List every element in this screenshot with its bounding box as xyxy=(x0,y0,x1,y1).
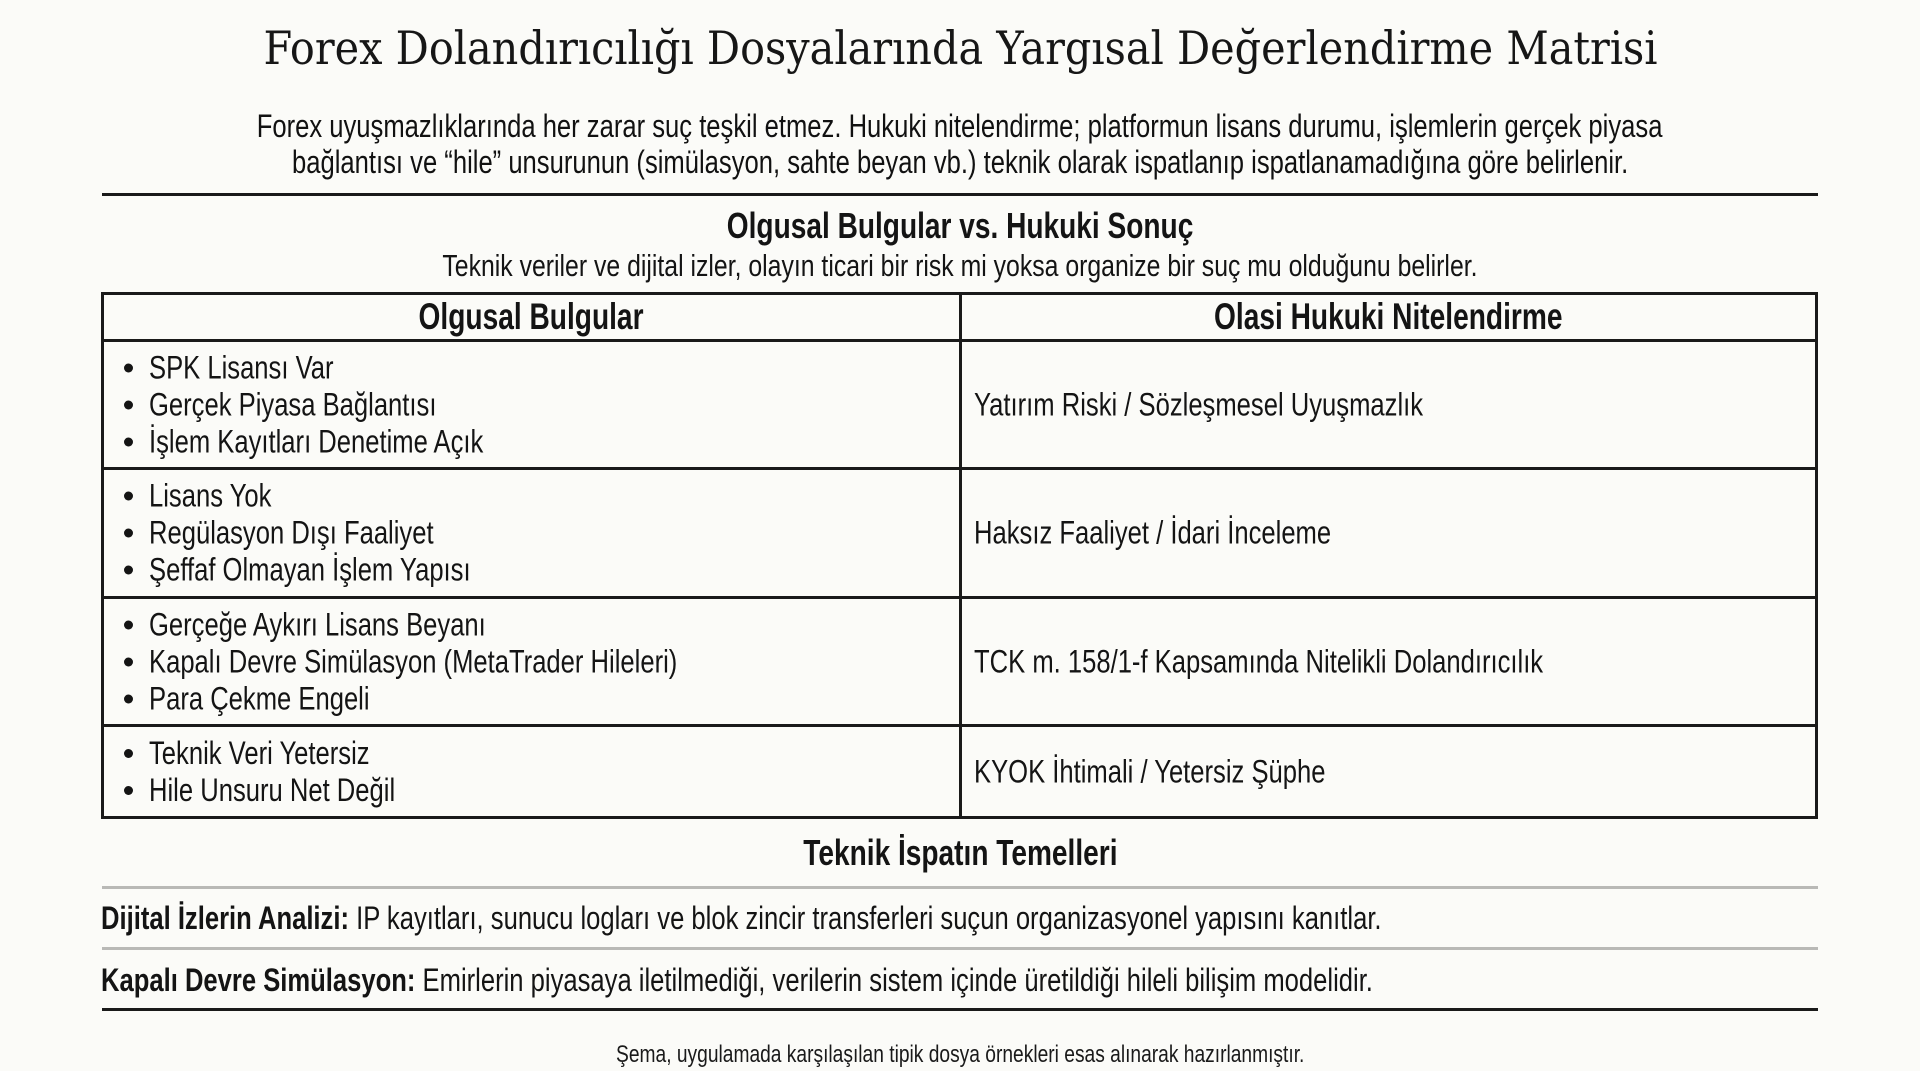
qualification-cell xyxy=(962,470,1815,596)
list-item: Gerçek Piyasa Bağlantısı xyxy=(124,386,567,423)
list-item: İşlem Kayıtları Denetime Açık xyxy=(124,423,567,460)
footer-note: Şema, uygulamada karşılaşılan tipik dosya örnekleri esas alınarak hazırlanmıştır. xyxy=(615,1041,1305,1068)
findings-list xyxy=(124,735,457,809)
list-item: Para Çekme Engeli xyxy=(124,680,809,717)
list-item: Gerçeğe Aykırı Lisans Beyanı xyxy=(124,606,809,643)
basis-term: Kapalı Devre Simülasyon: xyxy=(101,962,416,998)
list-item: Regülasyon Dışı Faaliyet xyxy=(124,515,551,552)
findings-cell xyxy=(104,470,962,596)
findings-cell xyxy=(104,727,962,816)
column-header-qualification: Olasi Hukuki Nitelendirme xyxy=(1214,296,1563,337)
intro-line-1: Forex uyuşmazlıklarında her zarar suç teşkil etmez. Hukuki nitelendirme; platformun lisans durumu, işlemlerin gerçek piyasa xyxy=(257,108,1663,144)
basis-item-digital-traces xyxy=(101,900,1382,936)
bullet-icon xyxy=(124,657,133,666)
basis-text: Emirlerin piyasaya iletilmediği, verilerin sistem içinde üretildiği hileli bilişim modelidir. xyxy=(415,962,1373,998)
bullet-icon xyxy=(124,400,133,409)
page-title xyxy=(0,18,1920,78)
table-header-row xyxy=(104,295,1815,342)
qualification-cell xyxy=(962,342,1815,467)
basis-item-closed-loop-simulation xyxy=(101,962,1373,998)
findings-cell xyxy=(104,342,962,467)
intro-line-2: bağlantısı ve “hile” unsurunun (simülasyon, sahte beyan vb.) teknik olarak ispatlanıp ispatlanamadığına göre belirlenir. xyxy=(291,144,1629,180)
page-title-text: Forex Dolandırıcılığı Dosyalarında Yargısal Değerlendirme Matrisi xyxy=(262,21,1658,75)
findings-cell xyxy=(104,599,962,724)
section-subtitle-comparison: Teknik veriler ve dijital izler, olayın ticari bir risk mi yoksa organize bir suç mu olduğunu belirler. xyxy=(442,248,1478,283)
qualification-cell xyxy=(962,599,1815,724)
bullet-icon xyxy=(124,694,133,703)
divider-gray-1 xyxy=(102,886,1818,889)
qualification-text: Haksız Faaliyet / İdari İnceleme xyxy=(974,514,1332,551)
qualification-text: TCK m. 158/1-f Kapsamında Nitelikli Dolandırıcılık xyxy=(974,643,1544,679)
list-item: Hile Unsuru Net Değil xyxy=(124,772,457,809)
section-title-comparison: Olgusal Bulgular vs. Hukuki Sonuç xyxy=(726,205,1194,246)
divider-gray-2 xyxy=(102,947,1818,950)
evaluation-matrix-table xyxy=(101,292,1818,819)
qualification-cell xyxy=(962,727,1815,816)
table-row xyxy=(104,342,1815,470)
basis-text: IP kayıtları, sunucu logları ve blok zincir transferleri suçun organizasyonel yapısını kanıtlar. xyxy=(348,900,1382,936)
basis-term: Dijital İzlerin Analizi: xyxy=(101,900,349,936)
table-row xyxy=(104,727,1815,816)
findings-list xyxy=(124,606,809,717)
bullet-icon xyxy=(124,620,133,629)
divider-top xyxy=(102,193,1818,196)
qualification-text: KYOK İhtimali / Yetersiz Şüphe xyxy=(974,753,1326,789)
findings-list xyxy=(124,349,567,460)
bullet-icon xyxy=(124,749,133,758)
section-title-technical-basis: Teknik İspatın Temelleri xyxy=(802,832,1118,873)
bullet-icon xyxy=(124,566,133,575)
divider-bottom xyxy=(102,1008,1818,1011)
list-item: SPK Lisansı Var xyxy=(124,349,567,386)
list-item: Teknik Veri Yetersiz xyxy=(124,735,457,772)
qualification-text: Yatırım Riski / Sözleşmesel Uyuşmazlık xyxy=(974,386,1424,422)
bullet-icon xyxy=(124,363,133,372)
table-row xyxy=(104,470,1815,599)
list-item: Şeffaf Olmayan İşlem Yapısı xyxy=(124,552,551,589)
bullet-icon xyxy=(124,529,133,538)
bullet-icon xyxy=(124,437,133,446)
column-header-findings: Olgusal Bulgular xyxy=(104,295,962,339)
bullet-icon xyxy=(124,786,133,795)
table-row xyxy=(104,599,1815,727)
list-item: Lisans Yok xyxy=(124,478,551,515)
findings-list xyxy=(124,478,551,589)
list-item: Kapalı Devre Simülasyon (MetaTrader Hileleri) xyxy=(124,643,809,680)
bullet-icon xyxy=(124,492,133,501)
